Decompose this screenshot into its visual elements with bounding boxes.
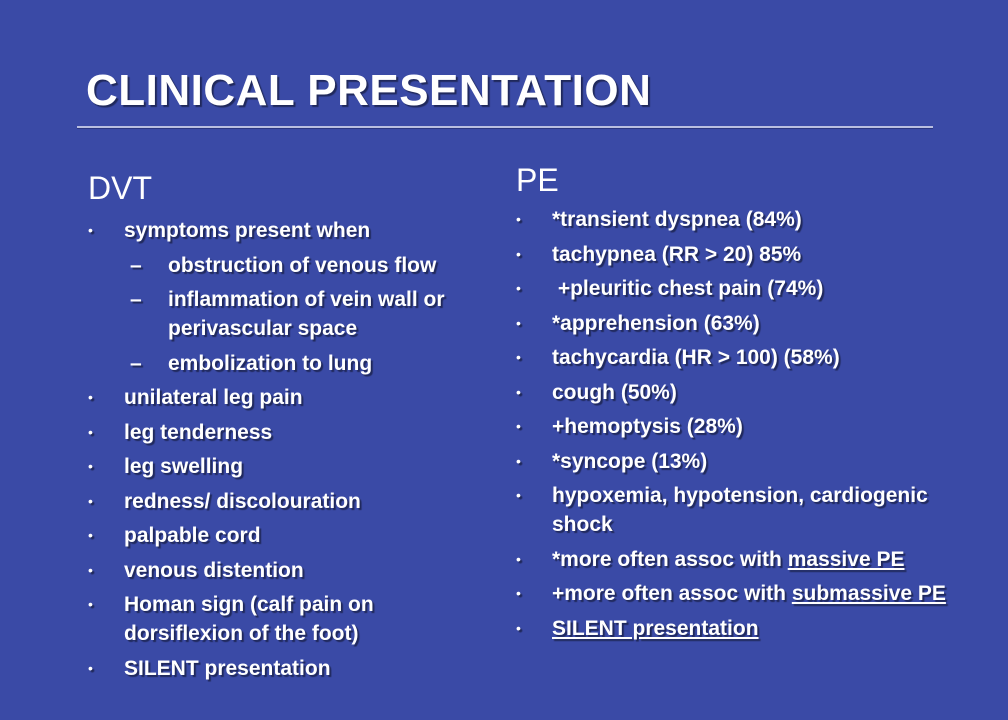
list-item: [516, 343, 978, 372]
dvt-heading: DVT: [88, 170, 152, 206]
sub-list-item: [124, 251, 498, 280]
list-item: [88, 216, 498, 378]
sub-item-text: obstruction of venous flow: [168, 253, 437, 277]
list-item: [516, 240, 978, 269]
title-divider: [77, 126, 933, 129]
sub-item-text: inflammation of vein wall or perivascular space: [168, 288, 445, 340]
pe-symptom-list: [516, 205, 978, 648]
item-text: +pleuritic chest pain (74%): [552, 277, 824, 300]
bullet-icon: •: [88, 458, 93, 474]
item-text: leg tenderness: [124, 420, 273, 444]
item-text: redness/ discolouration: [124, 489, 361, 513]
bullet-icon: •: [88, 222, 93, 238]
bullet-icon: •: [516, 452, 521, 469]
list-item: [516, 614, 978, 643]
list-item: [88, 521, 498, 550]
list-item: [516, 481, 978, 539]
bullet-icon: •: [516, 550, 521, 567]
item-text: +hemoptysis (28%): [552, 415, 743, 438]
item-text: cough (50%): [552, 380, 677, 404]
list-item: [88, 452, 498, 481]
item-text: palpable cord: [124, 524, 261, 547]
dvt-symptom-list: [88, 216, 498, 688]
bullet-icon: •: [516, 585, 521, 601]
list-item: [88, 418, 498, 447]
bullet-icon: •: [88, 659, 93, 676]
bullet-icon: •: [516, 245, 521, 262]
bullet-icon: •: [88, 423, 93, 440]
bullet-icon: •: [88, 561, 93, 578]
list-item: [516, 274, 978, 303]
slide-title: CLINICAL PRESENTATION: [86, 66, 652, 115]
submassive-pe-link[interactable]: submassive PE: [791, 582, 946, 605]
list-item: [516, 545, 978, 574]
list-item: [88, 383, 498, 412]
bullet-icon: •: [88, 389, 93, 405]
item-text: *transient dyspnea (84%): [552, 208, 802, 231]
item-text: unilateral leg pain: [124, 386, 303, 409]
list-item: [516, 205, 978, 234]
sub-list-item: [124, 349, 498, 378]
list-item: [516, 447, 978, 476]
bullet-icon: •: [516, 487, 521, 503]
dvt-sub-list: [124, 251, 498, 378]
silent-presentation-link[interactable]: SILENT presentation: [552, 616, 759, 640]
bullet-icon: •: [516, 349, 521, 365]
list-item: [516, 412, 978, 441]
item-text: venous distention: [124, 558, 304, 582]
item-text: *syncope (13%): [552, 449, 708, 473]
item-text: tachypnea (RR > 20) 85%: [552, 242, 802, 266]
list-item: [516, 579, 978, 608]
massive-prefix: *more often assoc with: [552, 547, 788, 571]
dvt-intro: symptoms present when: [124, 219, 371, 242]
bullet-icon: •: [516, 619, 521, 636]
item-text: *apprehension (63%): [552, 311, 760, 335]
list-item: [516, 309, 978, 338]
bullet-icon: •: [516, 211, 521, 227]
item-text: Homan sign (calf pain on dorsiflexion of the foot): [124, 593, 374, 645]
submassive-prefix: +more often assoc with: [552, 582, 792, 605]
pe-heading: PE: [516, 162, 559, 198]
sub-item-text: embolization to lung: [168, 351, 373, 375]
sub-list-item: [124, 285, 498, 343]
bullet-icon: •: [88, 492, 93, 509]
item-text: hypoxemia, hypotension, cardiogenic shock: [552, 484, 928, 536]
dash-icon: –: [130, 288, 142, 311]
list-item: [88, 487, 498, 516]
item-text: tachycardia (HR > 100) (58%): [552, 346, 840, 369]
dash-icon: –: [130, 253, 142, 277]
bullet-icon: •: [516, 314, 521, 331]
list-item: [88, 590, 498, 648]
bullet-icon: •: [88, 596, 93, 612]
list-item: [88, 654, 498, 683]
item-text: SILENT presentation: [124, 656, 331, 680]
bullet-icon: •: [88, 527, 93, 543]
list-item: [516, 378, 978, 407]
bullet-icon: •: [516, 383, 521, 400]
massive-pe-link[interactable]: massive PE: [787, 547, 905, 571]
item-text: leg swelling: [124, 455, 244, 478]
bullet-icon: •: [516, 418, 521, 434]
bullet-icon: •: [516, 280, 521, 296]
list-item: [88, 556, 498, 585]
dash-icon: –: [130, 351, 142, 375]
